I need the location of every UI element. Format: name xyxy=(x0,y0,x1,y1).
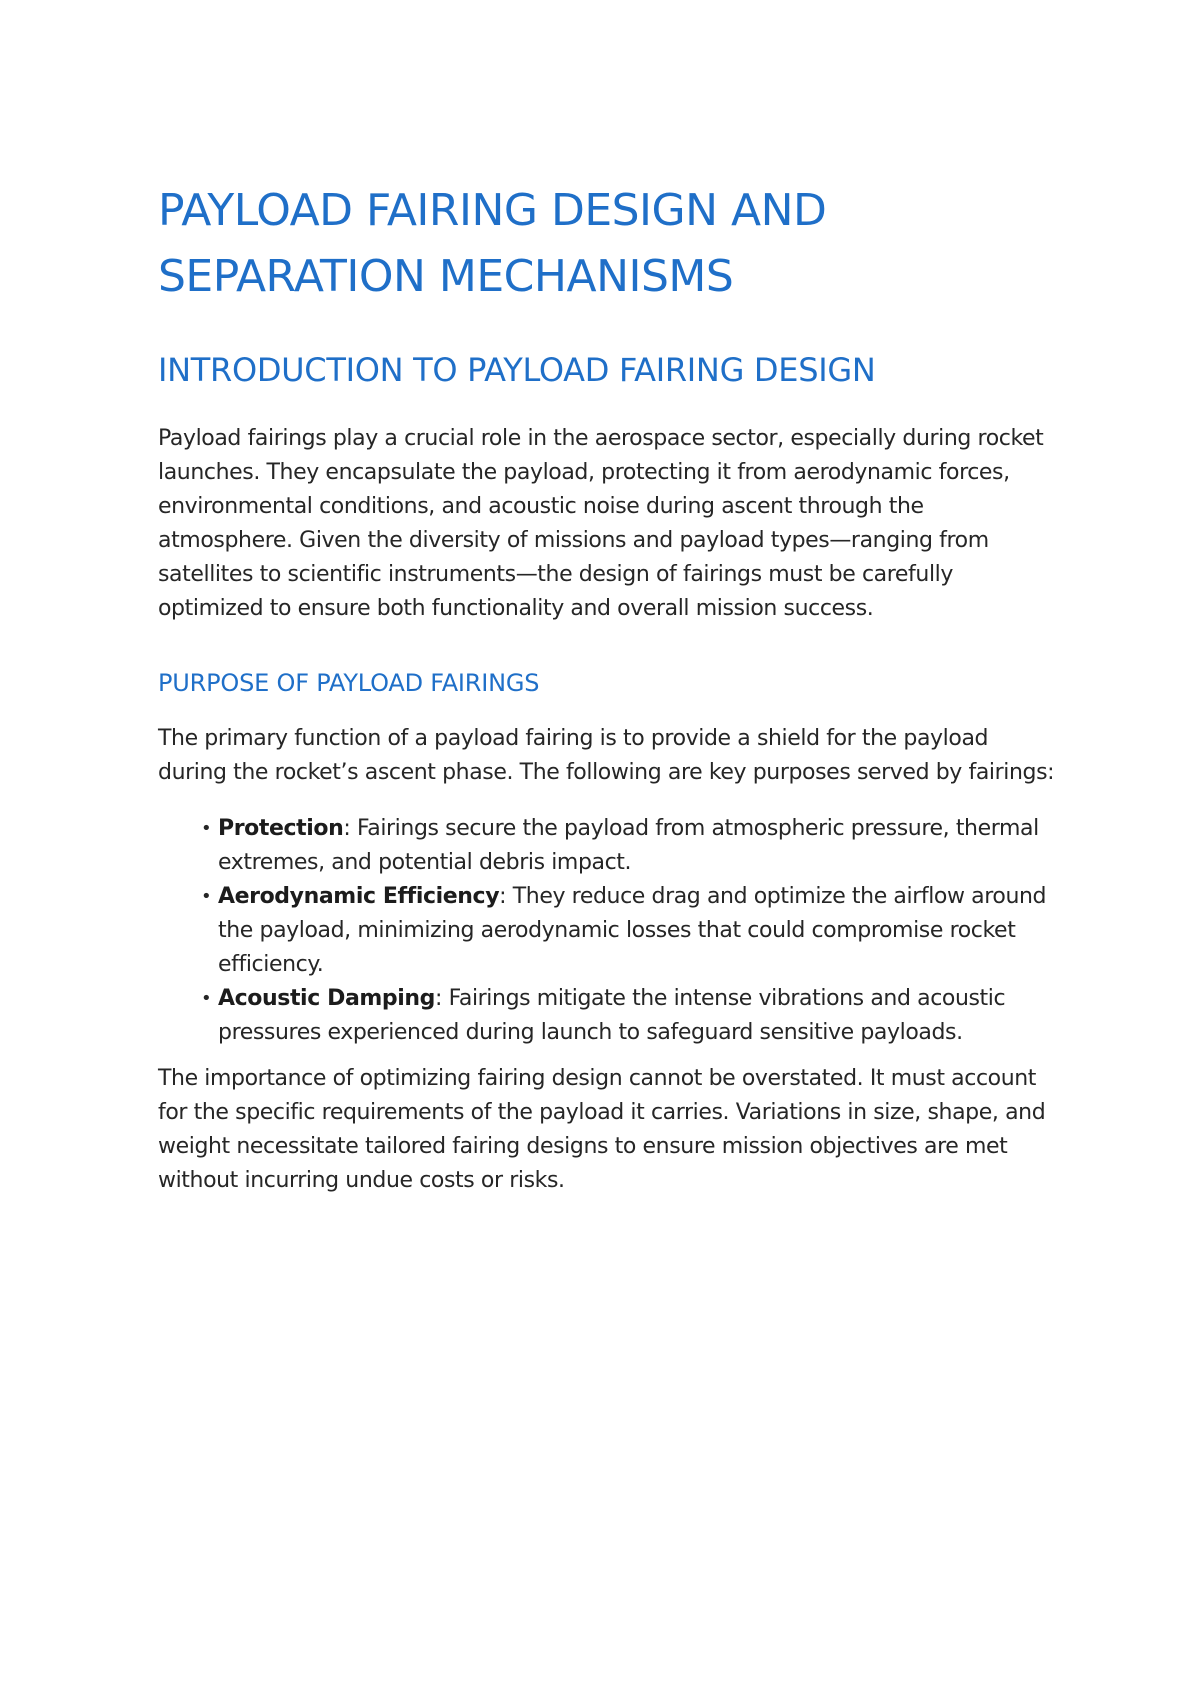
bullet-item-aerodynamic-efficiency xyxy=(201,880,1058,982)
bullet-term: Aerodynamic Efficiency xyxy=(218,884,500,909)
document-title: PAYLOAD FAIRING DESIGN AND SEPARATION MECHANISMS xyxy=(158,185,827,302)
bullet-text: : They reduce drag and optimize the airflow around the payload, minimizing aerodynamic losses that could compromise rocket efficiency. xyxy=(218,884,1047,977)
bullet-item-protection xyxy=(201,812,1058,880)
bullet-dot-icon: • xyxy=(201,818,212,839)
bullet-dot-icon: • xyxy=(201,886,212,907)
bullet-dot-icon: • xyxy=(201,988,212,1009)
document-page xyxy=(158,178,1058,1198)
bullet-term: Acoustic Damping xyxy=(218,986,436,1011)
intro-paragraph: Payload fairings play a crucial role in the aerospace sector, especially during rocket launches. They encapsulate the payload, protecting it from aerodynamic forces, environmental conditions, and acoustic noise during ascent through the atmosphere. Given the diversity of missions and payload types—ranging from satellites to scientific instruments—the design of fairings must be carefully optimized to ensure both functionality and overall mission success. xyxy=(158,426,1044,621)
bullet-item-acoustic-damping xyxy=(201,982,1058,1050)
section-heading-introduction: INTRODUCTION TO PAYLOAD FAIRING DESIGN xyxy=(158,351,876,389)
purpose-bullet-list xyxy=(158,812,1058,1050)
bullet-text: : Fairings secure the payload from atmospheric pressure, thermal extremes, and potential debris impact. xyxy=(218,816,1039,875)
bullet-term: Protection xyxy=(218,816,344,841)
purpose-paragraph: The primary function of a payload fairing is to provide a shield for the payload during the rocket’s ascent phase. The following are key purposes served by fairings: xyxy=(158,726,1055,785)
subsection-heading-purpose: PURPOSE OF PAYLOAD FAIRINGS xyxy=(158,669,540,697)
closing-paragraph: The importance of optimizing fairing design cannot be overstated. It must account for the specific requirements of the payload it carries. Variations in size, shape, and weight necessitate tailored fairing designs to ensure mission objectives are met without incurring undue costs or risks. xyxy=(158,1066,1046,1193)
bullet-text: : Fairings mitigate the intense vibrations and acoustic pressures experienced during launch to safeguard sensitive payloads. xyxy=(218,986,1006,1045)
